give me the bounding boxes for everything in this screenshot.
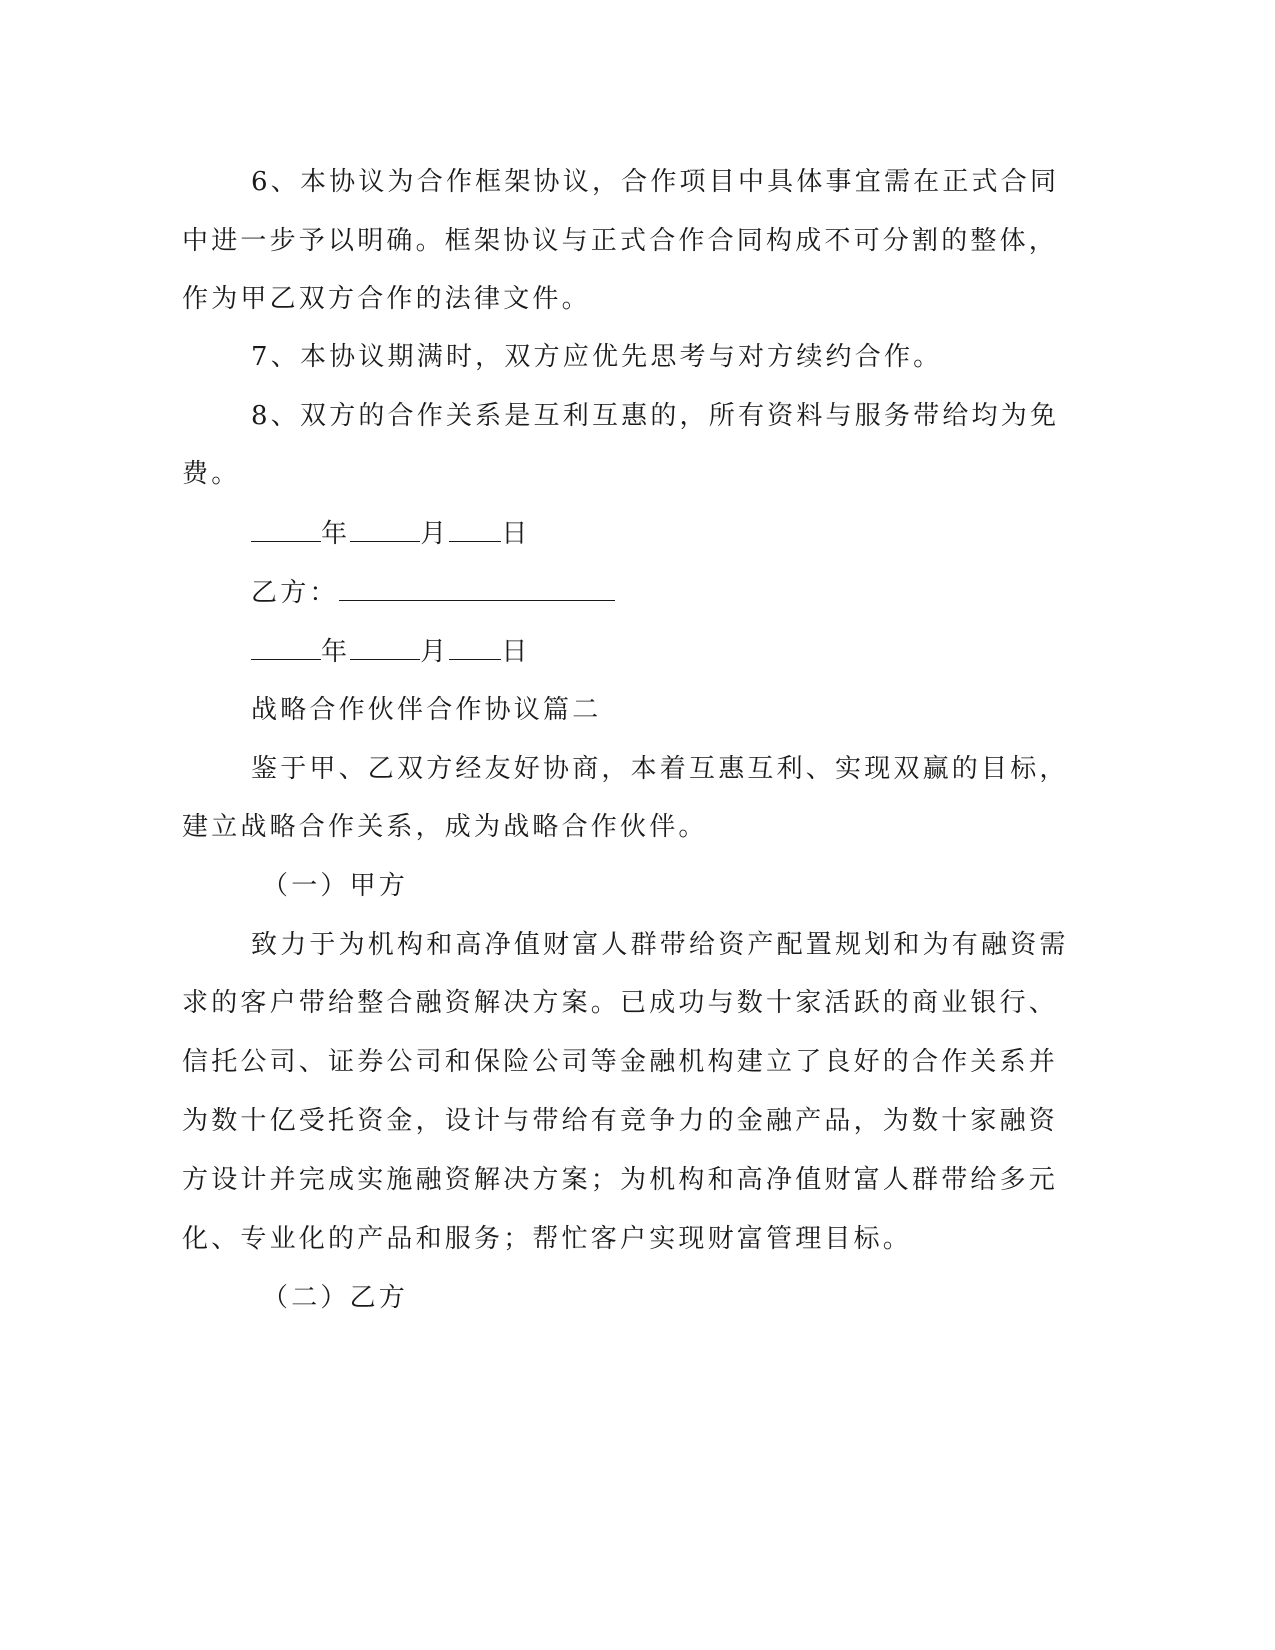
party-a-line-5: 方设计并完成实施融资解决方案；为机构和高净值财富人群带给多元	[182, 1165, 1059, 1195]
day-blank	[449, 635, 501, 660]
year-blank	[251, 517, 321, 542]
party-a-line-6: 化、专业化的产品和服务；帮忙客户实现财富管理目标。	[182, 1224, 913, 1254]
day-blank	[449, 517, 501, 542]
party-a-heading: （一）甲方	[262, 871, 409, 901]
intro-line-1: 鉴于甲、乙双方经友好协商，本着互惠互利、实现双赢的目标，	[251, 754, 1069, 784]
intro-line-2: 建立战略合作关系，成为战略合作伙伴。	[182, 812, 708, 842]
day-label: 日	[501, 637, 531, 667]
day-label: 日	[501, 519, 531, 549]
month-blank	[350, 517, 420, 542]
date-line-1	[251, 517, 531, 551]
clause-6-line-1: 6、本协议为合作框架协议，合作项目中具体事宜需在正式合同	[251, 167, 1060, 197]
month-blank	[350, 635, 420, 660]
party-a-line-1: 致力于为机构和高净值财富人群带给资产配置规划和为有融资需	[251, 930, 1069, 960]
party-b-heading: （二）乙方	[262, 1283, 409, 1313]
year-blank	[251, 635, 321, 660]
year-label: 年	[321, 637, 351, 667]
party-b-blank	[339, 576, 615, 601]
party-a-line-2: 求的客户带给整合融资解决方案。已成功与数十家活跃的商业银行、	[182, 988, 1059, 1018]
date-line-2	[251, 635, 531, 669]
clause-7-line: 7、本协议期满时，双方应优先思考与对方续约合作。	[251, 342, 943, 372]
party-a-line-4: 为数十亿受托资金，设计与带给有竞争力的金融产品，为数十家融资	[182, 1106, 1059, 1136]
party-a-line-3: 信托公司、证券公司和保险公司等金融机构建立了良好的合作关系并	[182, 1047, 1059, 1077]
month-label: 月	[420, 519, 450, 549]
clause-6-line-2: 中进一步予以明确。框架协议与正式合作合同构成不可分割的整体，	[182, 226, 1059, 256]
party-b-signature-line	[251, 576, 615, 610]
clause-8-line-1: 8、双方的合作关系是互利互惠的，所有资料与服务带给均为免	[251, 401, 1060, 431]
month-label: 月	[420, 637, 450, 667]
section-title: 战略合作伙伴合作协议篇二	[251, 695, 602, 725]
clause-6-line-3: 作为甲乙双方合作的法律文件。	[182, 284, 591, 314]
year-label: 年	[321, 519, 351, 549]
clause-8-line-2: 费。	[182, 459, 241, 489]
party-b-label: 乙方：	[251, 578, 339, 608]
